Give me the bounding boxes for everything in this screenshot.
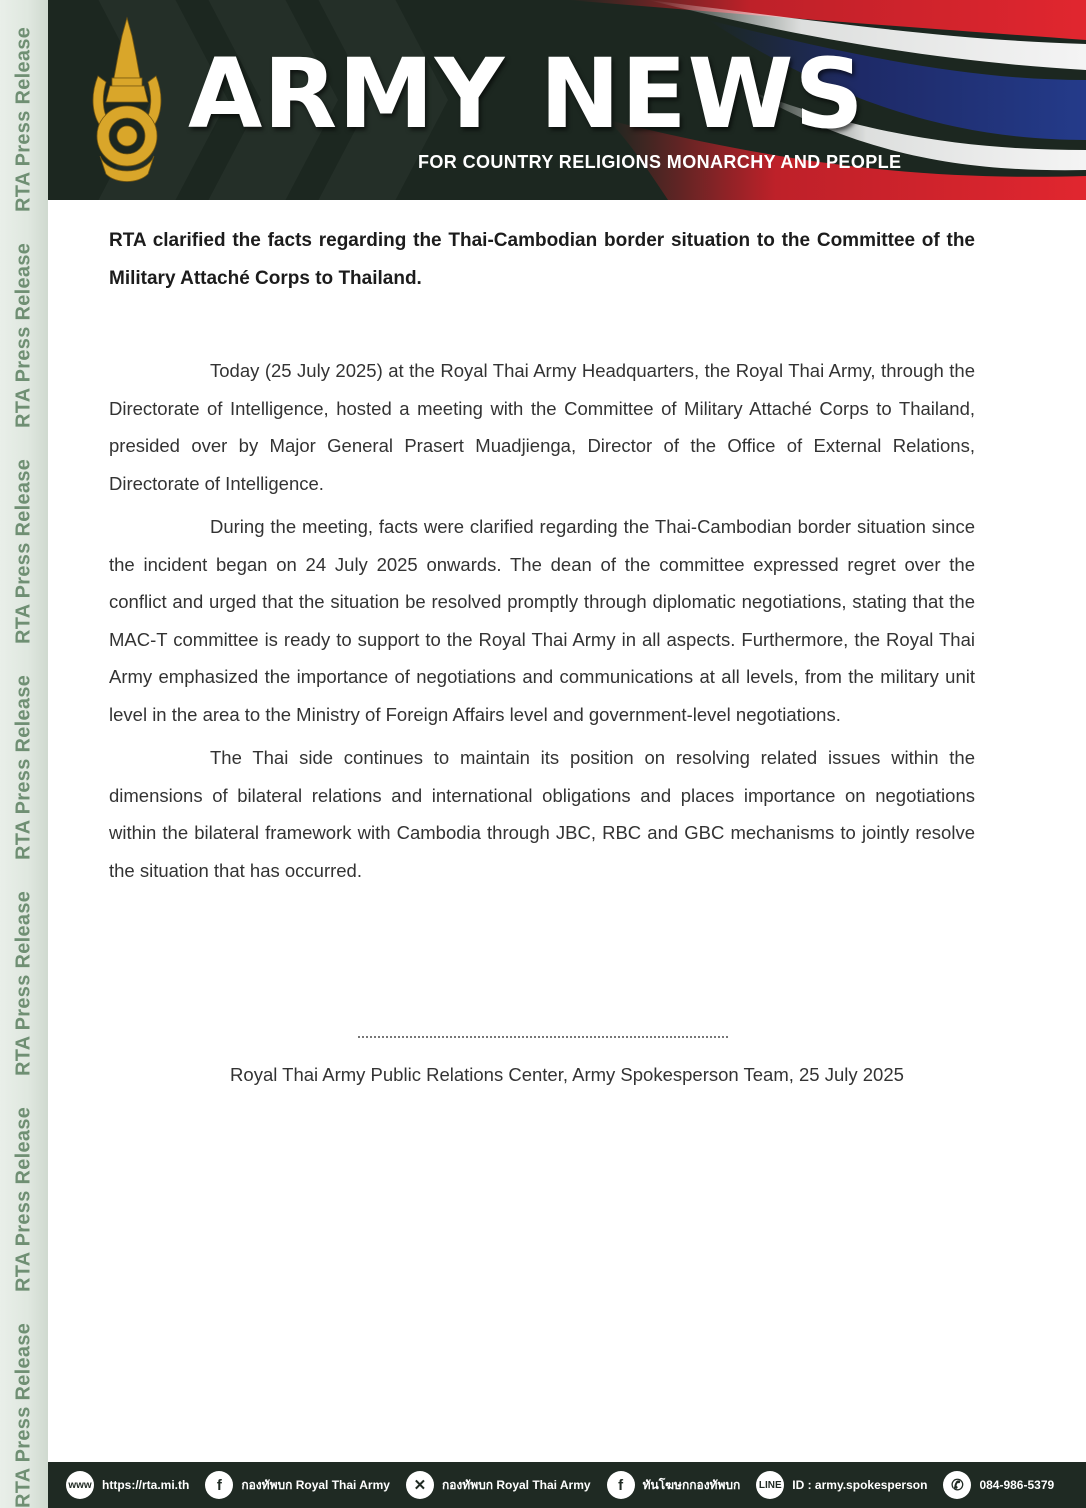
facebook-icon: f [607,1471,635,1499]
side-label: RTA Press Release [12,26,35,212]
signature: Royal Thai Army Public Relations Center, Army Spokesperson Team, 25 July 2025 [230,1064,904,1085]
header-banner [48,0,1086,200]
paragraph: During the meeting, facts were clarified regarding the Thai-Cambodian border situation since the incident began on 24 July 2025 onwards. The dean of the committee expressed regret over the conflict and urged that the situation be resolved promptly through diplomatic negotiations, stating that the MAC-T committee is ready to support to the Royal Thai Army in all aspects. Furthermore, the Royal Thai Army emphasized the importance of negotiations and communications at all levels, from the military unit level in the area to the Ministry of Foreign Affairs level and government-level negotiations. [109,516,975,725]
press-release-content [109,222,975,895]
footer-phone[interactable] [943,1471,1054,1499]
footer-contacts [48,1462,1086,1508]
facebook-page-2[interactable]: ทันโฆษกกองทัพบก [642,1477,741,1492]
website-link[interactable]: https://rta.mi.th [102,1478,190,1492]
x-icon: ✕ [406,1471,434,1499]
side-label: RTA Press Release [12,1106,35,1292]
x-account[interactable]: กองทัพบก Royal Thai Army [441,1477,591,1492]
facebook-page-1[interactable]: กองทัพบก Royal Thai Army [241,1477,390,1492]
facebook-icon: f [205,1471,233,1499]
line-icon: LINE [756,1471,784,1499]
www-icon: www [66,1471,94,1499]
footer-facebook-1[interactable] [205,1471,390,1499]
side-label: RTA Press Release [12,1322,35,1508]
side-label-repeat [13,0,36,1508]
banner-subtitle: FOR COUNTRY RELIGIONS MONARCHY AND PEOPLE [418,152,902,172]
royal-thai-army-emblem-icon [88,16,166,186]
side-label: RTA Press Release [12,890,35,1076]
side-strip [0,0,48,1508]
paragraph: The Thai side continues to maintain its position on resolving related issues within the dimensions of bilateral relations and international obligations and places importance on negotiations within the bilateral framework with Cambodia through JBC, RBC and GBC mechanisms to jointly resolve the situation that has occurred. [109,747,975,881]
footer-website[interactable] [66,1471,189,1499]
phone-number[interactable]: 084-986-5379 [979,1478,1055,1492]
dotted-separator [358,1036,728,1038]
line-id[interactable]: ID : army.spokesperson [792,1478,928,1492]
footer-x[interactable] [406,1471,591,1499]
footer-facebook-2[interactable] [607,1471,741,1499]
paragraph: Today (25 July 2025) at the Royal Thai Army Headquarters, the Royal Thai Army, through the Directorate of Intelligence, hosted a meeting with the Committee of Military Attaché Corps to Thailand, presided over by Major General Prasert Muadjienga, Director of the Office of External Relations, Directorate of Intelligence. [109,360,975,494]
side-label: RTA Press Release [12,242,35,428]
side-label: RTA Press Release [12,458,35,644]
banner-title: ARMY NEWS [188,38,865,150]
side-label: RTA Press Release [12,674,35,860]
body-text [109,352,975,889]
phone-icon: ✆ [943,1471,971,1499]
footer-line[interactable] [756,1471,927,1499]
headline: RTA clarified the facts regarding the Thai-Cambodian border situation to the Committee of the Military Attaché Corps to Thailand. [109,230,975,289]
